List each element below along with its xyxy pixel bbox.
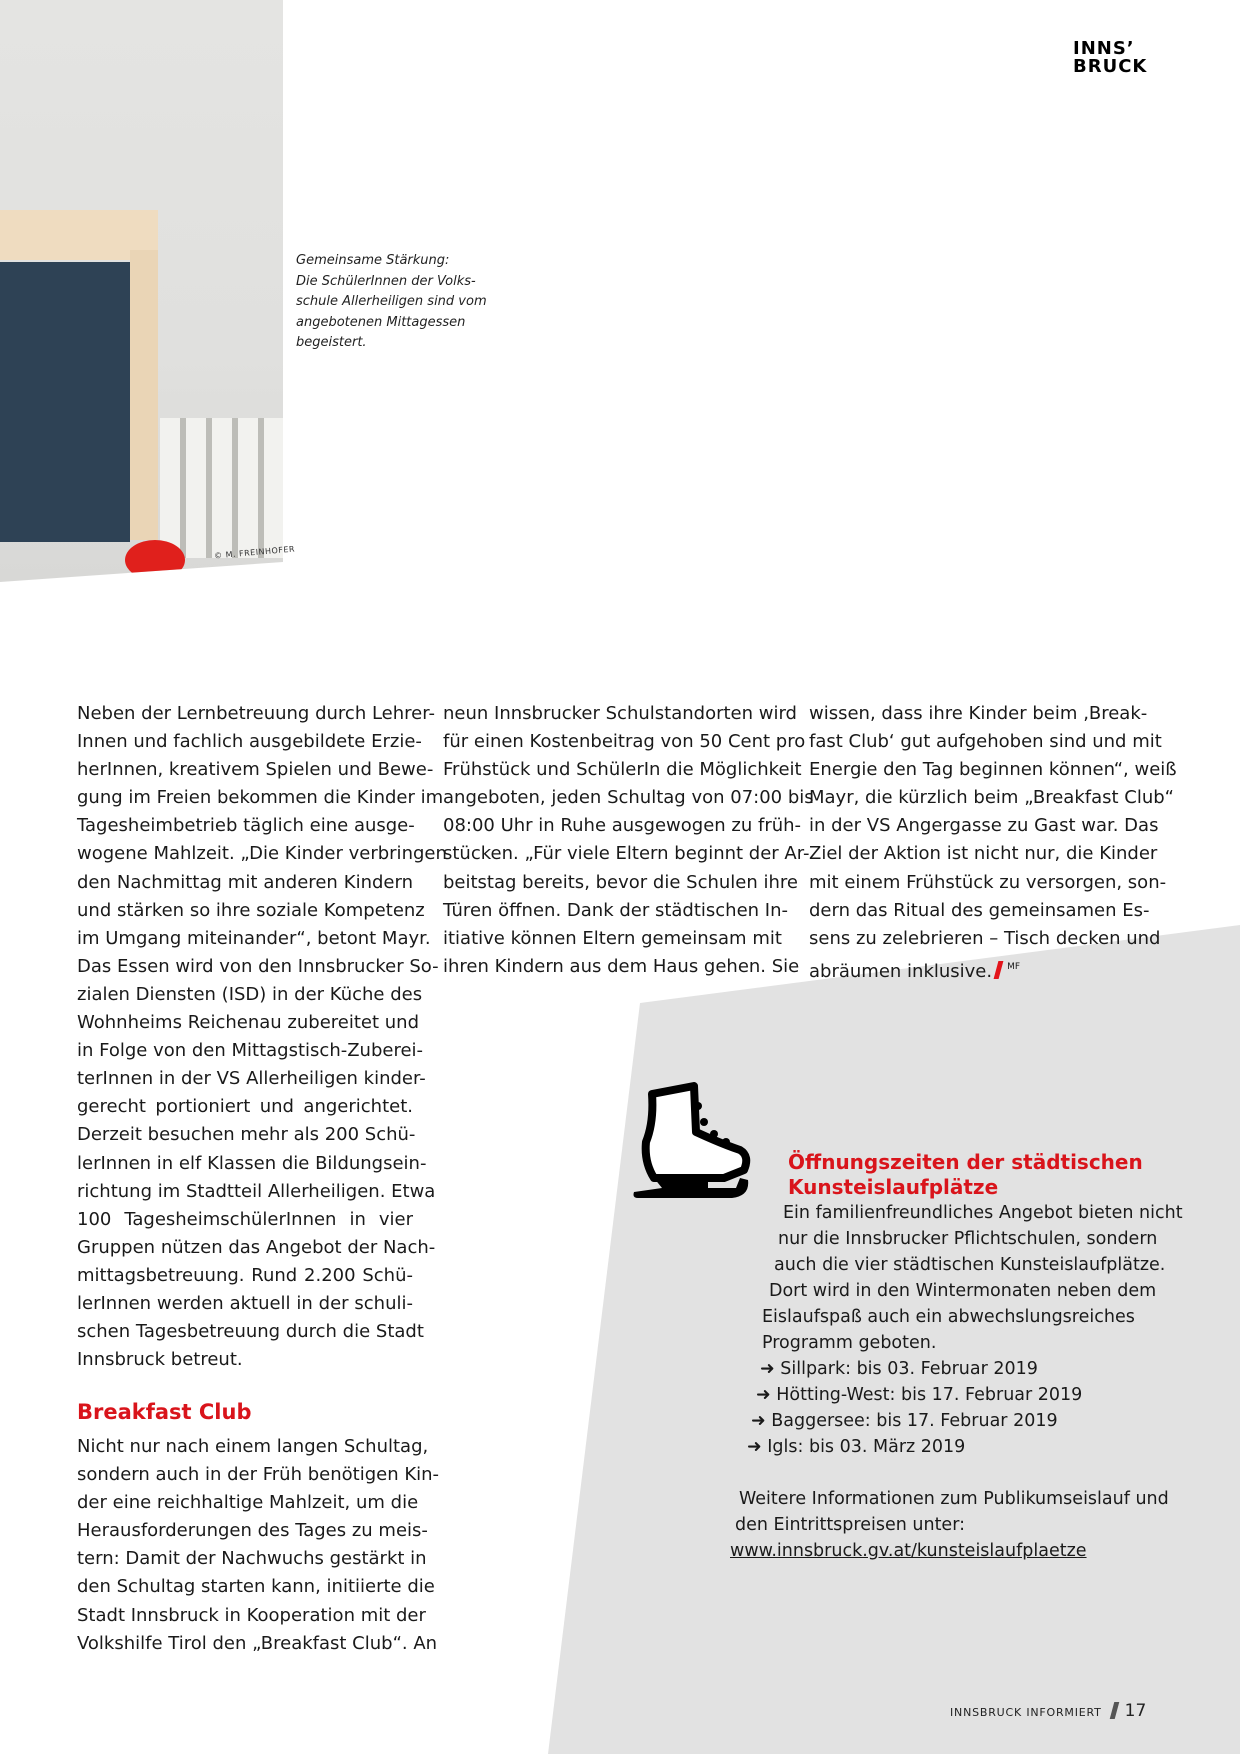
more-info-link-line [730, 1541, 1087, 1561]
text-line [77, 1318, 424, 1346]
text-line-content: schule Allerheiligen sind vom [296, 294, 487, 309]
text-line-content: Türen öffnen. Dank der städtischen In- [443, 899, 789, 921]
text-line-content: Volkshilfe Tirol den „Breakfast Club“. An [77, 1632, 438, 1654]
logo-line1: INNS’ [1073, 38, 1135, 59]
text-line-content: stücken. „Für viele Eltern beginnt der Ar- [443, 843, 810, 865]
text-line [809, 840, 1158, 868]
info-intro-line [778, 1229, 1157, 1249]
text-line [296, 272, 487, 293]
text-line [809, 953, 1145, 981]
text-line [77, 1290, 413, 1318]
text-line [443, 756, 802, 784]
text-line-content: Nicht nur nach einem langen Schultag, [77, 1436, 429, 1457]
text-line [443, 869, 798, 897]
text-line-content: beitstag bereits, bevor die Schulen ihre [443, 871, 798, 893]
text-line [77, 1121, 416, 1149]
text-line-content: Die SchülerInnen der Volks- [296, 273, 476, 289]
photo-credit: © M. FREINHOFER [213, 544, 296, 561]
text-line [77, 1461, 440, 1489]
text-line-content: und stärken so ihre soziale Kompetenz [77, 899, 425, 921]
text-line [296, 313, 487, 334]
arrow-icon: ➜ [747, 1437, 762, 1457]
rink-list-item-text: Sillpark: bis 03. Februar 2019 [780, 1359, 1038, 1379]
text-line-content: gerecht portioniert und angerichtet. [77, 1096, 413, 1118]
text-line [77, 1093, 413, 1121]
author-initials: MF [1007, 961, 1021, 972]
text-line-content: lerInnen in elf Klassen die Bildungsein- [77, 1152, 427, 1174]
publication-name: INNSBRUCK INFORMIERT [950, 1706, 1102, 1719]
footer-slash [1109, 1702, 1119, 1719]
text-line-content: begeistert. [296, 335, 367, 350]
text-line [443, 840, 810, 868]
text-line-content: Frühstück und SchülerIn die Möglichkeit [443, 759, 802, 781]
text-line [809, 756, 1177, 784]
text-line [77, 1234, 436, 1262]
text-line-content: sens zu zelebrieren – Tisch decken und [809, 927, 1161, 949]
text-line [77, 1545, 427, 1573]
article-column-3 [809, 700, 1177, 982]
text-line [77, 700, 435, 728]
text-line [77, 784, 444, 812]
text-line [77, 953, 439, 981]
article-column-1-continued [77, 1433, 440, 1658]
text-line-content: mit einem Frühstück zu versorgen, son- [809, 871, 1167, 893]
more-info-line [739, 1489, 1169, 1509]
text-line-content: Mayr, die kürzlich beim „Breakfast Club“ [809, 787, 1175, 809]
cabinet-side [130, 250, 158, 540]
text-line-content: Tagesheimbetrieb täglich eine ausge- [77, 815, 415, 837]
text-line-content: Innsbruck betreut. [77, 1349, 243, 1371]
text-line-content: den Schultag starten kann, initiierte die [77, 1576, 435, 1598]
text-line-content: ihren Kindern aus dem Haus gehen. Sie [443, 955, 800, 977]
text-line-content: in Folge von den Mittagstisch-Zuberei- [77, 1040, 424, 1062]
text-line [77, 1433, 429, 1461]
info-box-heading-line1: Öffnungszeiten der städtischen [788, 1150, 1143, 1174]
arrow-icon: ➜ [756, 1385, 771, 1405]
text-line [77, 728, 422, 756]
text-line-content: den Nachmittag mit anderen Kindern [77, 871, 413, 893]
text-line [443, 812, 802, 840]
text-line [77, 756, 434, 784]
info-intro-line-text: auch die vier städtischen Kunsteislaufplätze. [774, 1255, 1166, 1275]
text-line [443, 897, 789, 925]
text-line [443, 784, 814, 812]
text-line-content: itiative können Eltern gemeinsam mit [443, 927, 782, 949]
text-line [77, 1489, 419, 1517]
photo-caption [296, 251, 487, 354]
red-object [125, 540, 185, 580]
rink-list-item-text: Hötting-West: bis 17. Februar 2019 [776, 1385, 1083, 1405]
text-line [77, 1630, 438, 1658]
text-line-content: gung im Freien bekommen die Kinder im [77, 787, 444, 809]
text-line-content: mittagsbetreuung. Rund 2.200 Schü- [77, 1264, 413, 1286]
text-line [77, 1602, 426, 1630]
photo-schoolchildren [0, 0, 283, 585]
rink-list-item [751, 1411, 1058, 1431]
end-mark-slash [994, 961, 1004, 979]
text-line [443, 953, 800, 981]
section-heading-breakfast-club: Breakfast Club [77, 1400, 252, 1424]
more-info-line [735, 1515, 965, 1535]
text-line [77, 1009, 419, 1037]
text-line [77, 812, 413, 840]
text-line [77, 1150, 427, 1178]
arrow-icon: ➜ [760, 1359, 775, 1379]
text-line [77, 1178, 436, 1206]
rink-list-item [747, 1437, 965, 1457]
more-info-line-text: Weitere Informationen zum Publikumseislauf und [739, 1489, 1169, 1509]
text-line-content: dern das Ritual des gemeinsamen Es- [809, 899, 1150, 921]
text-line-content: richtung im Stadtteil Allerheiligen. Etwa [77, 1180, 436, 1202]
rink-list-item-text: Igls: bis 03. März 2019 [767, 1437, 966, 1457]
cabinet-door [0, 262, 130, 542]
text-line-content: wogene Mahlzeit. „Die Kinder verbringen [77, 843, 447, 865]
info-intro-line [774, 1255, 1165, 1275]
text-line-content: Wohnheims Reichenau zubereitet und [77, 1012, 419, 1034]
text-line [296, 251, 487, 272]
text-line [77, 1262, 413, 1290]
page-number: 17 [1124, 1701, 1147, 1721]
text-line-content: wissen, dass ihre Kinder beim ‚Break- [809, 703, 1148, 724]
text-line-content: Gemeinsame Stärkung: [296, 253, 450, 268]
text-line [809, 925, 1161, 953]
text-line [809, 784, 1175, 812]
text-line-content: lerInnen werden aktuell in der schuli- [77, 1292, 413, 1314]
text-line [77, 981, 423, 1009]
text-line [77, 897, 425, 925]
text-line [77, 1206, 413, 1234]
info-intro-line [762, 1307, 1135, 1327]
text-line [443, 700, 797, 728]
text-line [809, 728, 1162, 756]
text-line [809, 700, 1148, 728]
text-line-content: tern: Damit der Nachwuchs gestärkt in [77, 1548, 427, 1570]
text-line-content: 08:00 Uhr in Ruhe ausgewogen zu früh- [443, 815, 802, 837]
info-intro-line-text: Dort wird in den Wintermonaten neben dem [769, 1281, 1157, 1301]
text-line-content: abräumen inklusive. [809, 960, 993, 982]
text-line-content: Herausforderungen des Tages zu meis- [77, 1520, 428, 1542]
text-line-content: Innen und fachlich ausgebildete Erzie- [77, 731, 422, 753]
text-line [77, 1517, 428, 1545]
text-line-content: Das Essen wird von den Innsbrucker So- [77, 955, 439, 977]
info-box-heading-line2: Kunsteislaufplätze [788, 1175, 999, 1199]
text-line [809, 897, 1150, 925]
text-line [77, 1065, 426, 1093]
text-line-content: herInnen, kreativem Spielen und Bewe- [77, 759, 434, 781]
rink-list-item [760, 1359, 1038, 1379]
info-intro-line-text: Ein familienfreundliches Angebot bieten nicht [783, 1203, 1183, 1223]
text-line-content: Gruppen nützen das Angebot der Nach- [77, 1236, 436, 1258]
text-line [77, 1346, 413, 1374]
rink-list-item-text: Baggersee: bis 17. Februar 2019 [771, 1411, 1058, 1431]
text-line-content: Energie den Tag beginnen können“, weiß [809, 759, 1177, 781]
text-line [77, 1573, 435, 1601]
info-intro-line-text: Programm geboten. [762, 1333, 937, 1353]
info-box-heading [788, 1150, 1143, 1200]
text-line-content: Ziel der Aktion ist nicht nur, die Kinder [809, 843, 1158, 865]
text-line [443, 728, 806, 756]
more-info-line-text: den Eintrittspreisen unter: [735, 1515, 965, 1535]
arrow-icon: ➜ [751, 1411, 766, 1431]
info-intro-line [769, 1281, 1156, 1301]
rink-list-item [756, 1385, 1082, 1405]
text-line [809, 869, 1167, 897]
text-line [77, 925, 431, 953]
text-line [77, 869, 413, 897]
text-line-content: schen Tagesbetreuung durch die Stadt [77, 1321, 424, 1343]
info-intro-line [762, 1333, 936, 1353]
ice-skate-icon [632, 1082, 758, 1200]
text-line [296, 292, 487, 313]
article-column-2 [443, 700, 814, 981]
radiator [160, 418, 283, 558]
text-line-content: im Umgang miteinander“, betont Mayr. [77, 927, 431, 949]
logo-line2: BRUCK [1073, 56, 1148, 77]
text-line-content: Stadt Innsbruck in Kooperation mit der [77, 1604, 426, 1626]
text-line-content: zialen Diensten (ISD) in der Küche des [77, 983, 423, 1005]
text-line [77, 1037, 424, 1065]
text-line [296, 333, 487, 354]
text-line-content: Derzeit besuchen mehr als 200 Schü- [77, 1124, 416, 1146]
text-line-content: in der VS Angergasse zu Gast war. Das [809, 815, 1159, 837]
article-column-1 [77, 700, 447, 1374]
text-line-content: der eine reichhaltige Mahlzeit, um die [77, 1492, 419, 1514]
text-line-content: fast Club‘ gut aufgehoben sind und mit [809, 731, 1162, 753]
text-line [77, 840, 447, 868]
innsbruck-logo [1073, 40, 1147, 76]
text-line-content: angeboten, jeden Schultag von 07:00 bis [443, 787, 814, 809]
kunsteislaufplaetze-link[interactable]: www.innsbruck.gv.at/kunsteislaufplaetze [730, 1541, 1087, 1561]
text-line-content: Neben der Lernbetreuung durch Lehrer- [77, 703, 435, 724]
text-line-content: für einen Kostenbeitrag von 50 Cent pro [443, 731, 806, 753]
text-line [443, 925, 782, 953]
info-intro-line [783, 1203, 1183, 1223]
text-line [809, 812, 1159, 840]
page-footer [950, 1701, 1146, 1721]
info-intro-line-text: Eislaufspaß auch ein abwechslungsreiches [762, 1307, 1135, 1327]
info-intro-line-text: nur die Innsbrucker Pflichtschulen, sondern [778, 1229, 1158, 1249]
text-line-content: angebotenen Mittagessen [296, 314, 466, 330]
text-line-content: neun Innsbrucker Schulstandorten wird [443, 703, 797, 724]
text-line-content: sondern auch in der Früh benötigen Kin- [77, 1464, 440, 1486]
text-line-content: 100 TagesheimschülerInnen in vier [77, 1208, 413, 1230]
text-line-content: terInnen in der VS Allerheiligen kinder- [77, 1068, 426, 1090]
